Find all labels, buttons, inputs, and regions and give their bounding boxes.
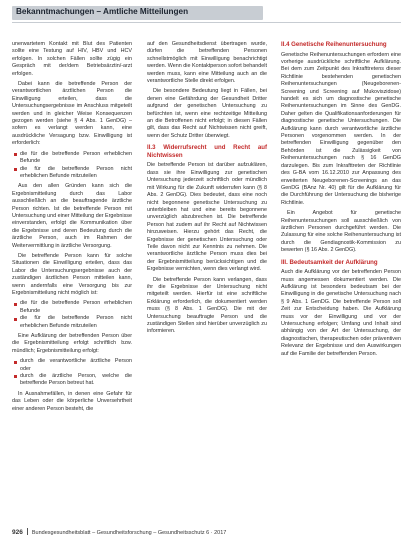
list-item: die für die betreffende Person nicht erheblichen Befunde mitzuteilen (20, 315, 132, 329)
footer-divider (27, 528, 28, 535)
paragraph: Die besondere Bedeutung liegt in Fällen, bei denen eine Gefährdung der Gesundheit Dritter aufgrund der genetischen Untersuchung zu befürchten ist, wenn eine rechtzeitige Mitteilung an die Betroffenen nicht erfolgt; in diesen Fällen gilt, dass das Recht auf Nichtwissen nicht greift, wenn der Schutz Dritter überwiegt. (147, 88, 267, 139)
text-column-middle (147, 41, 267, 339)
paragraph: Genetische Reihenuntersuchungen erfordern eine vorherige ausdrückliche schriftliche Aufklärung. Bei dem zum Zeitpunkt des Inkrafttretens dieser Richtlinie bestehenden genetischen Reihenuntersuchungen (Neugeborenen-Screening und Screening auf Mukoviszidose) handelt es sich um diagnostische genetische Reihenuntersuchungen im Sinne des GenDG. Daher gelten die Qualifikationsanforderungen für diagnostische genetische Untersuchungen. Die Aufklärung kann durch verantwortliche ärztliche Personen vorgenommen werden. In der betreffenden Einwilligung gegenüber den Behörden ist die Zulässigkeit von Reihenuntersuchungen nach § 16 GenDG darzulegen. Bis zum Inkrafttreten der Richtlinie des G-BA vom 16.12.2010 zur Anpassung des erweiterten Neugeborenen-Screenings an das GenDG (BAnz Nr. 40) gilt für die Aufklärung für die Durchführung der Untersuchung die bisherige Richtlinie. (281, 51, 401, 206)
bullet-list (12, 358, 132, 388)
list-item: die für die betreffende Person erheblichen Befunde (20, 300, 132, 314)
bullet-list (12, 300, 132, 330)
paragraph: Die betreffende Person kann für solche Situationen die Einwilligung erteilen, dass das Labor die Untersuchungsergebnisse auch der zuständigen ärztlichen Person mitteilen kann, wenn andernfalls eine Versorgung bis zur Ergebnismitteilung nicht möglich ist: (12, 252, 132, 296)
list-item: durch die verantwortliche ärztliche Person oder (20, 358, 132, 372)
section-heading: II.4 Genetische Reihenuntersuchung (281, 41, 387, 48)
paragraph: Dabei kann die betreffende Person der verantwortlichen ärztlichen Person die Einwilligung erteilen, dass die Untersuchungsergebnisse im Anschluss mitgeteilt werden und in gleicher Weise Konsequenzen gezogen werden (siehe § 4 Abs. 1 GenDG) – sofern es verlangt werden kann, eine ausdrückliche Versagung bzw. Einwilligung ist erforderlich: (12, 81, 132, 147)
page-header (0, 0, 413, 29)
page-footer (12, 528, 401, 540)
list-item: die für die betreffende Person erheblichen Befunde (20, 150, 132, 165)
header-divider (12, 22, 401, 23)
journal-citation: Bundesgesundheitsblatt – Gesundheitsforschung – Gesundheitsschutz 6 · 2017 (31, 530, 227, 536)
paragraph: Ein Angebot für genetische Reihenuntersuchungen soll ausschließlich von ärztlichen Personen durchgeführt werden. Die Zulassung für eine solche Reihenuntersuchung ist durch die Gendiagnostik-Kommission zu bewerten (§ 16 Abs. 2 GenDG). (281, 210, 401, 254)
text-column-left (12, 41, 132, 416)
paragraph: Auch die Aufklärung vor der betreffenden Person muss angemessen dokumentiert werden. Die Aufklärung ist besonders bedeutsam bei der Einwilligung in die genetische Untersuchung nach § 9 Abs. 1 GenDG. Die betreffende Person soll Zeit zur Entscheidung haben. Die Aufklärung muss vor der Einwilligung und vor der Untersuchung erfolgen; Umfang und Inhalt sind abhängig von der Art der Untersuchung, der diagnostischen, therapeutischen oder präventiven Relevanz der Ergebnisse und den Auswirkungen auf die Familie der betreffenden Person. (281, 269, 401, 357)
paragraph: Eine Aufklärung der betreffenden Person über die Ergebnismitteilung erfolgt schriftlich bzw. mündlich; Ergebnismitteilung erfolgt: (12, 333, 132, 354)
list-item: durch die ärztliche Person, welche die betreffende Person betreut hat. (20, 373, 132, 387)
section-heading: III. Bedeutsamkeit der Aufklärung (281, 258, 378, 266)
paragraph: Die betreffende Person kann verlangen, dass ihr die Ergebnisse der Untersuchung nicht mitgeteilt werden. Hierfür ist eine schriftliche Erklärung erforderlich, die dokumentiert werden muss (§ 8 Abs. 1 GenDG). Die mit der Untersuchung beauftragte Person und die zuständigen Stellen sind hierüber unverzüglich zu informieren. (147, 276, 267, 335)
list-item: die für die betreffende Person nicht erheblichen Befunde mitzuteilen (20, 165, 132, 179)
section-title: Bekanntmachungen – Amtliche Mitteilungen (16, 7, 189, 16)
paragraph: auf den Gesundheitsdienst übertragen wurde, dürfen die betreffenden Personen schnellstmöglich mit Einwilligung benachrichtigt werden. Wenn die Kontaktperson sofort behandelt werden muss, kann eine Mitteilung auch an die verantwortliche Stelle direkt erfolgen. (147, 41, 267, 85)
section-heading: II.3 Widerrufsrecht und Recht auf Nichtwissen (147, 144, 267, 159)
bullet-list (12, 151, 132, 181)
paragraph: unerwartetem Kontakt mit Blut des Patienten sollte eine Testung auf HIV, HBV und HCV erfolgen. In solchen Fällen sollte zügig ein Gespräch mit der/dem Betriebsärztin/-arzt erfolgen. (12, 41, 132, 77)
text-column-right (281, 41, 401, 361)
section-banner (12, 6, 263, 20)
paragraph: Die betreffende Person ist darüber aufzuklären, dass sie ihre Einwilligung zur genetischen Untersuchung jederzeit schriftlich oder mündlich mit Wirkung für die Zukunft widerrufen kann (§ 8 Abs. 2 GenDG). Dies bedeutet, dass eine noch nicht begonnene genetische Untersuchung zu unterbleiben hat und eine bereits begonnene unverzüglich abzubrechen ist. Die betreffende Person hat zudem auf ihr Recht auf Nichtwissen hinzuweisen. Hierzu gehört das Recht, die Ergebnisse der genetischen Untersuchung oder Teile davon nicht zur Kenntnis zu nehmen. Die verantwortliche ärztliche Person muss dies bei der Ergebnismitteilung berücksichtigen und die Ergebnisse vernichten, wenn dies verlangt wird. (147, 162, 267, 273)
paragraph: In Ausnahmefällen, in denen eine Gefahr für das Leben oder die körperliche Unversehrtheit einer anderen Person besteht, die (12, 390, 132, 412)
paragraph: Aus den allen Gründen kann sich die Ergebnismitteilung durch das Labor ausschließlich an die beauftragende ärztliche Person richten. Ist die betreffende Person mit Untersuchung und einer Mitteilung der Ergebnisse einverstanden, erfolgt die Kommunikation über die Ergebnisse und deren Bedeutung durch die ärztliche Person, auch im Rahmen der Weitervermittlung in ärztliche Versorgung. (12, 183, 132, 249)
page-number: 926 (12, 529, 23, 536)
